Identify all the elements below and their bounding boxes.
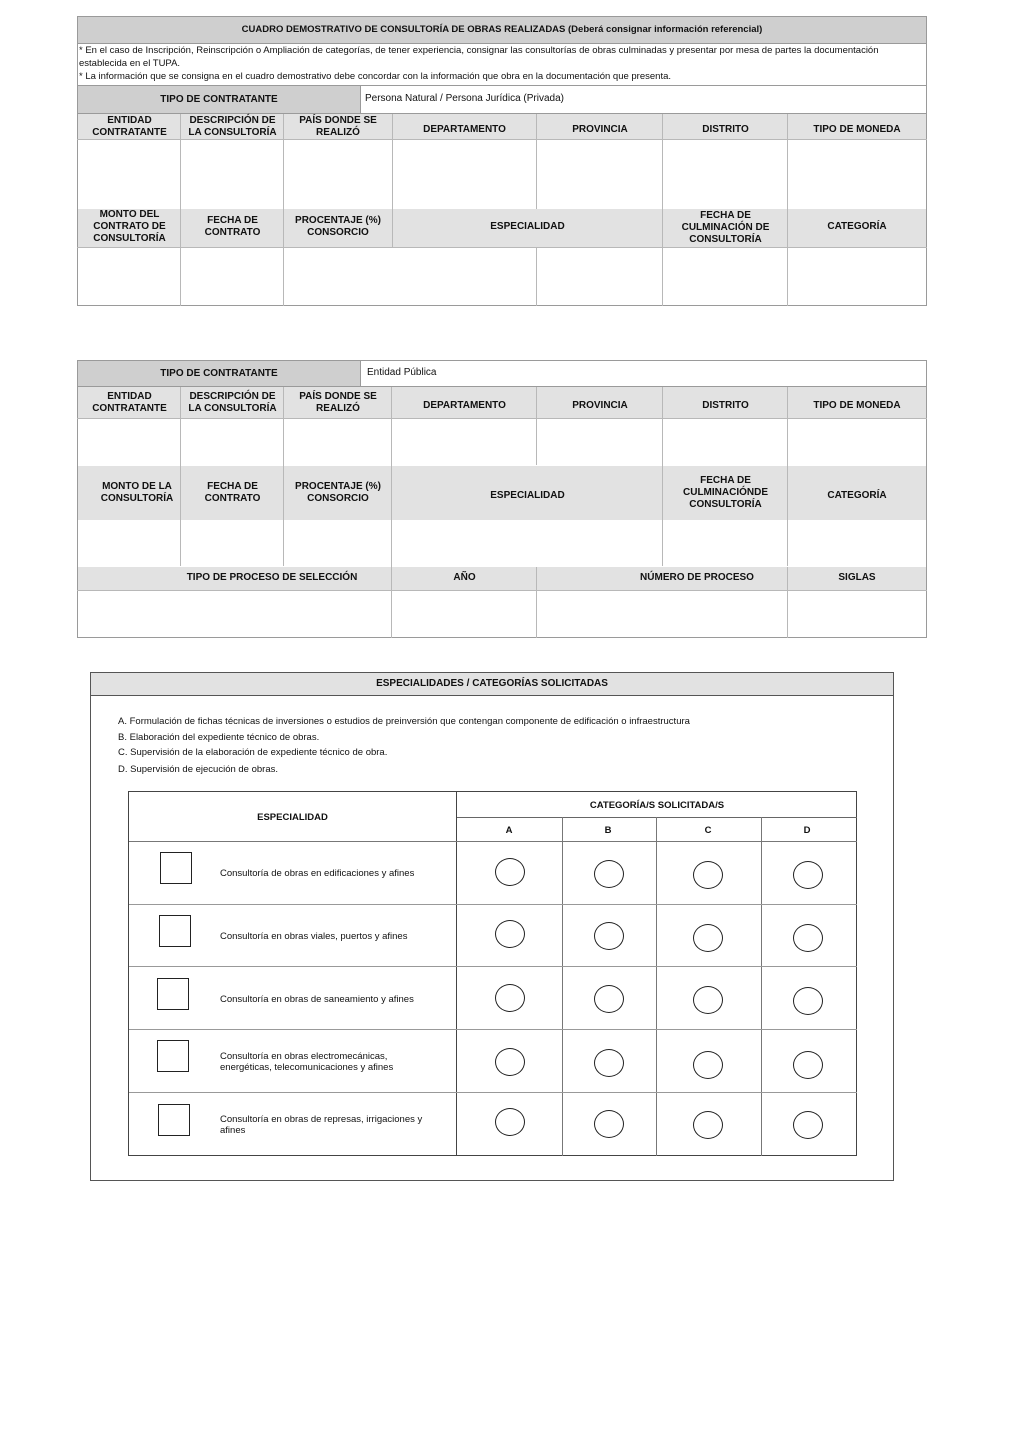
header-fecha-contrato: FECHA DE CONTRATO	[204, 481, 261, 504]
header-tipo-moneda: TIPO DE MONEDA	[813, 123, 901, 135]
header-distrito: DISTRITO	[702, 123, 749, 135]
category-item-d: D. Supervisión de ejecución de obras.	[118, 764, 279, 775]
category-radio-a[interactable]	[495, 1048, 525, 1076]
header-especialidad: ESPECIALIDAD	[490, 221, 565, 232]
category-item-a: A. Formulación de fichas técnicas de inversiones o estudios de preinversión que contengan componente de edificación o infraestructura	[118, 716, 690, 727]
section-title-text: CUADRO DEMOSTRATIVO DE CONSULTORÍA DE OBRAS REALIZADAS (Deberá consignar información referencial)	[241, 24, 763, 35]
tipo-contratante-value[interactable]: Persona Natural / Persona Jurídica (Privada)	[365, 93, 564, 104]
especialidad-header: ESPECIALIDAD	[257, 812, 328, 823]
note-1: * En el caso de Inscripción, Reinscripción o Ampliación de categorías, de tener experiencia, consignar las consultorías de obras culminadas y presentar por mesa de partes la documentación establecida en el TUPA.	[79, 45, 879, 69]
header-departamento: DEPARTAMENTO	[423, 399, 506, 411]
category-radio-b[interactable]	[594, 1049, 624, 1077]
category-col-a: A	[505, 825, 513, 836]
specialty-label-edificaciones: Consultoría de obras en edificaciones y afines	[220, 868, 415, 879]
header-especialidad: ESPECIALIDAD	[490, 490, 565, 501]
specialty-label-viales: Consultoría en obras viales, puertos y afines	[220, 931, 408, 942]
category-col-d: D	[803, 825, 811, 836]
category-radio-c[interactable]	[693, 1051, 723, 1079]
specialty-checkbox-edificaciones[interactable]	[160, 852, 192, 884]
category-radio-b[interactable]	[594, 985, 624, 1013]
specialty-checkbox-saneamiento[interactable]	[157, 978, 189, 1010]
header-monto: MONTO DEL CONTRATO DE CONSULTORÍA	[93, 209, 166, 244]
category-radio-d[interactable]	[793, 861, 823, 889]
header-pais: PAÍS DONDE SE REALIZÓ	[299, 390, 377, 414]
specialty-checkbox-electromecanicas[interactable]	[157, 1040, 189, 1072]
header-fecha-culminacion: FECHA DE CULMINACIÓNDE CONSULTORÍA	[683, 475, 768, 510]
header-anio: AÑO	[453, 571, 476, 583]
specialty-label-saneamiento: Consultoría en obras de saneamiento y afines	[220, 994, 414, 1005]
header-provincia: PROVINCIA	[572, 399, 628, 411]
header-categoria: CATEGORÍA	[827, 221, 887, 232]
header-departamento: DEPARTAMENTO	[423, 123, 506, 135]
category-radio-c[interactable]	[693, 861, 723, 889]
section-title	[78, 17, 926, 43]
header-tipo-moneda: TIPO DE MONEDA	[813, 399, 901, 411]
category-radio-d[interactable]	[793, 924, 823, 952]
category-radio-c[interactable]	[693, 924, 723, 952]
header-provincia: PROVINCIA	[572, 123, 628, 135]
header-fecha-culminacion: FECHA DE CULMINACIÓN DE CONSULTORÍA	[681, 210, 770, 245]
category-radio-d[interactable]	[793, 987, 823, 1015]
data-row-2[interactable]	[78, 521, 926, 566]
header-porcentaje: PROCENTAJE (%) CONSORCIO	[295, 481, 381, 504]
category-radio-a[interactable]	[495, 1108, 525, 1136]
tipo-contratante-label: TIPO DE CONTRATANTE	[78, 361, 360, 386]
header-descripcion: DESCRIPCIÓN DE LA CONSULTORÍA	[188, 114, 277, 138]
data-row-2[interactable]	[78, 248, 926, 305]
section-title: ESPECIALIDADES / CATEGORÍAS SOLICITADAS	[91, 673, 893, 696]
tipo-contratante-label: TIPO DE CONTRATANTE	[78, 86, 360, 113]
category-item-c: C. Supervisión de la elaboración de expediente técnico de obra.	[118, 747, 388, 758]
category-radio-b[interactable]	[594, 1110, 624, 1138]
header-monto: MONTO DE LA CONSULTORÍA	[100, 481, 174, 504]
specialty-table	[128, 791, 857, 1156]
specialty-label-represas: Consultoría en obras de represas, irrigaciones y afines	[220, 1114, 423, 1136]
data-row-3[interactable]	[78, 591, 926, 637]
header-entidad-contratante: ENTIDAD CONTRATANTE	[92, 114, 167, 138]
data-row-1[interactable]	[78, 419, 926, 465]
header-distrito: DISTRITO	[702, 399, 749, 411]
header-siglas: SIGLAS	[838, 571, 876, 583]
category-item-b: B. Elaboración del expediente técnico de obras.	[118, 732, 320, 743]
category-radio-a[interactable]	[495, 858, 525, 886]
header-numero-proceso: NÚMERO DE PROCESO	[640, 571, 754, 583]
header-pais: PAÍS DONDE SE REALIZÓ	[299, 114, 377, 138]
note-2: * La información que se consigna en el cuadro demostrativo debe concordar con la información que obra en la documentación que presenta.	[79, 71, 672, 82]
category-radio-b[interactable]	[594, 922, 624, 950]
categorias-header: CATEGORÍA/S SOLICITADA/S	[589, 800, 725, 811]
category-radio-d[interactable]	[793, 1111, 823, 1139]
header-fecha-contrato: FECHA DE CONTRATO	[204, 215, 261, 238]
category-col-b: B	[604, 825, 612, 836]
header-porcentaje: PROCENTAJE (%) CONSORCIO	[295, 215, 381, 238]
specialty-checkbox-viales[interactable]	[159, 915, 191, 947]
data-row-1[interactable]	[78, 140, 926, 208]
category-radio-a[interactable]	[495, 984, 525, 1012]
header-categoria: CATEGORÍA	[827, 490, 887, 501]
specialty-label-electromecanicas: Consultoría en obras electromecánicas, energéticas, telecomunicaciones y afines	[220, 1051, 394, 1073]
category-col-c: C	[704, 825, 712, 836]
header-entidad-contratante: ENTIDAD CONTRATANTE	[92, 390, 167, 414]
header-descripcion: DESCRIPCIÓN DE LA CONSULTORÍA	[188, 390, 277, 414]
specialty-checkbox-represas[interactable]	[158, 1104, 190, 1136]
category-radio-a[interactable]	[495, 920, 525, 948]
category-radio-b[interactable]	[594, 860, 624, 888]
category-radio-c[interactable]	[693, 1111, 723, 1139]
tipo-contratante-value[interactable]: Entidad Pública	[367, 367, 437, 378]
category-radio-c[interactable]	[693, 986, 723, 1014]
category-radio-d[interactable]	[793, 1051, 823, 1079]
header-tipo-proceso: TIPO DE PROCESO DE SELECCIÓN	[186, 571, 358, 583]
